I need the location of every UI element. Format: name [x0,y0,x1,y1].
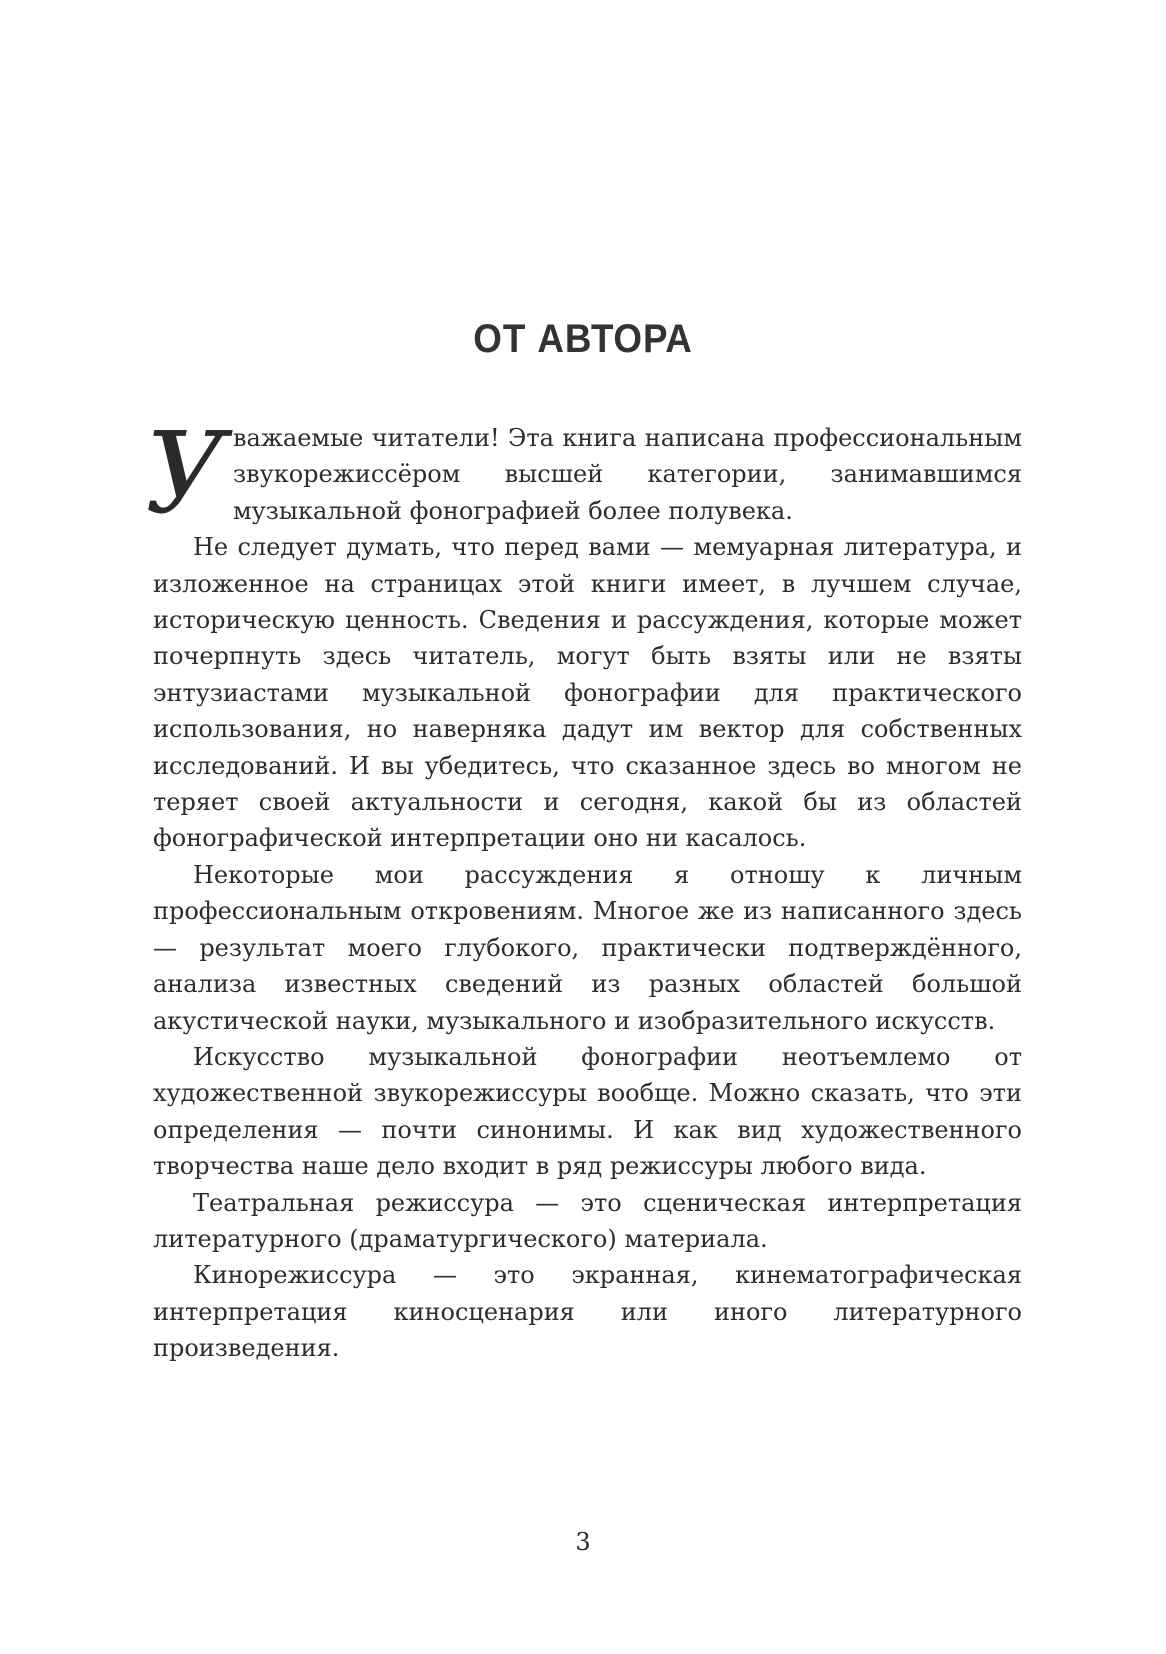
paragraph-cinema: Кинорежиссура — это экранная, кинематографическая интерпретация киносценария или иного литературного произведения. [153,1261,1022,1363]
paragraph-phonography: Искусство музыкальной фонографии неотъемлемо от художественной звукорежиссуры вообще. Можно сказать, что эти определения — почти синонимы. И как вид художественного творчества наше дело входит в ряд режиссуры любого вида. [153,1042,1022,1181]
paragraph-memoir: Не следует думать, что перед вами — мемуарная литература, и изложенное на страницах этой книги имеет, в лучшем случае, историческую ценность. Сведения и рассуждения, которые может почерпнуть здесь читатель, могут быть взяты или не взяты энтузиастами музыкальной фонографии для практического использования, но наверняка дадут им вектор для собственных исследований. И вы убедитесь, что сказанное здесь во многом не теряет своей актуальности и сегодня, какой бы из областей фонографической интерпретации оно ни касалось. [153,533,1022,853]
drop-cap: У [145,409,226,539]
page-number: 3 [575,1528,591,1556]
chapter-title: ОТ АВТОРА [473,316,693,361]
intro-text: важаемые читатели! Эта книга написана профессиональным звукорежиссёром высшей категории, занимавшимся музыкальной фонографией более полувека. [233,424,1022,525]
paragraph-revelations: Некоторые мои рассуждения я отношу к личным профессиональным откровениям. Многое же из написанного здесь — результат моего глубокого, практически подтверждённого, анализа известных сведений из разных областей большой акустической науки, музыкального и изобразительного искусств. [153,860,1022,1035]
body-text [145,409,1022,1367]
paragraph-theatre: Театральная режиссура — это сценическая интерпретация литературного (драматургического) материала. [153,1188,1022,1253]
intro-paragraph [145,409,1022,539]
